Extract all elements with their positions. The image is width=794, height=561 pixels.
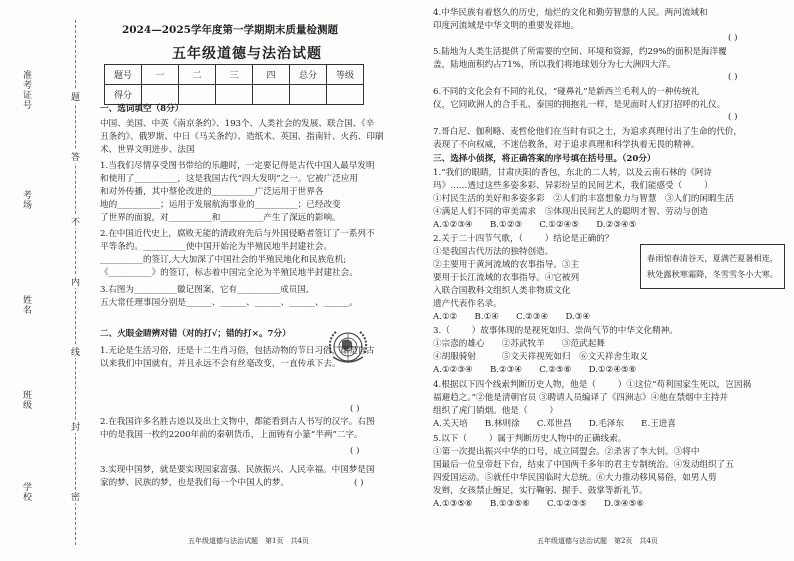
score-cell — [253, 85, 290, 105]
c2-line: ①是我国古代历法的独特创造。 — [433, 247, 554, 257]
binding-margin — [0, 0, 88, 561]
answer-parentheses[interactable]: ( ) — [350, 446, 360, 456]
q2-line: __________的签订,大大加深了中国社会的半殖民地化和民族危机; — [100, 255, 347, 265]
score-cell: 等级 — [327, 65, 364, 85]
page-1-footer: 五年级道德与法治试题 第1页 共4页 — [188, 537, 309, 545]
solar-terms-line: 春雨惊春清谷天，夏满芒夏暑相连， — [647, 253, 779, 263]
c4-options: A.关天培 B.林则徐 C.邓世昌 D.毛泽东 E.王进喜 — [433, 419, 676, 429]
binding-char: 密 — [71, 490, 80, 503]
c2-line: 入联合国教科文组织人类非物质文化 — [433, 286, 571, 296]
q2-line: 平等条约。__________使中国开始沦为半殖民地半封建社会。 — [100, 242, 333, 252]
word-bank-line: 丑条约》、俄罗斯、中日《马关条约》、造纸术、英国、指南针、火药、印刷 — [100, 132, 384, 142]
section-2-heading: 二、火眼金睛辨对错（对的打√；错的打×。7分） — [100, 329, 291, 339]
exam-title: 2024—2025学年度第一学期期末质量检测题 — [122, 24, 338, 36]
c2-line: 遗产代表作名录。 — [433, 299, 502, 309]
answer-parentheses[interactable]: ( ) — [728, 72, 738, 82]
section-1-heading: 一、选词填空（8分） — [100, 104, 184, 114]
c1-line: 玛》……透过这些多姿多彩、异彩纷呈的民间艺术，我们能感受（ ） — [433, 181, 713, 191]
score-cell: 题号 — [105, 65, 142, 85]
binding-char: 封 — [71, 420, 80, 433]
q1-line: 了世界的面貌，对__________和__________产生了深远的影响。 — [100, 213, 341, 223]
c2-line: 2.关于二十四节气歌，（ ）结论是正确的？ — [433, 234, 614, 244]
j5-line: 盖，陆地面积约占71%，所以我们将地球划分为七大洲四大洋。 — [433, 60, 676, 70]
c4-line: 4.根据以下四个线索判断历史人物，他是（ ）①这位“苟利国家生死以，岂因祸 — [433, 380, 752, 390]
solar-terms-song-box — [640, 244, 785, 289]
c1-line: ①村民生活的美好和多姿多彩 ②人们的丰富想象力与智慧 ③人们的闲暇生活 — [433, 194, 734, 204]
j1-line: 以来我们中国就有，并且永远不会有丝毫改变，一直传承下去。 — [100, 359, 341, 369]
binding-label-class: 班级 — [21, 390, 31, 410]
c4-line: 福避趋之。”②他是清朝官员 ③聘请人员编译了《四洲志》④他在禁烟中主持并 — [433, 393, 729, 403]
c5-line: 四爱国运动。⑤就任中华民国临时大总统。⑥大力推动移风易俗，如男人剪 — [433, 473, 717, 483]
score-cell: 总分 — [290, 65, 327, 85]
binding-label-name: 姓名 — [21, 295, 31, 315]
score-cell: 一 — [142, 65, 179, 85]
j6-line: 仪，它同欧洲人的合手礼、泰国的拥抱礼一样，是见面时人们打招呼的礼仪。 — [433, 100, 726, 110]
score-cell: 二 — [179, 65, 216, 85]
score-table-score-row — [105, 85, 364, 105]
score-cell — [327, 85, 364, 105]
binding-char: 不 — [71, 215, 80, 228]
j7-line: 表现了不向权威，不迷信教条，对于追求真理和科学执着无畏的精神。 — [433, 140, 700, 150]
c2-options: A.①② B.①④ C.②③④ D.③④ — [433, 312, 591, 322]
score-table-header-row — [105, 65, 364, 85]
c2-line: 要用于长江流域的农事指导。④它被列 — [433, 273, 580, 283]
page-2 — [433, 0, 785, 561]
word-bank-line: 中国、美国、中英《南京条约》、193个、人类社会的发展、联合国、《辛 — [100, 119, 375, 129]
c1-options: A.①②③④ B.①②③ C.①②④⑤ D.②③④⑤ — [433, 220, 637, 230]
q3-line: 3.右图为__________徽记图案，它有__________成员国, — [100, 285, 309, 295]
score-cell — [142, 85, 179, 105]
answer-parentheses[interactable]: ( ) — [728, 33, 738, 43]
section-3-heading: 三、选择小侦探，将正确答案的序号填在括号里。（20分） — [433, 154, 656, 164]
binding-char: 线 — [71, 345, 80, 358]
binding-label-room: 考场 — [21, 190, 31, 210]
c5-options: A.①③⑤⑥ B.①③⑤⑥ C.①②③⑤ D.③④⑤⑥ — [433, 499, 645, 509]
score-cell — [216, 85, 253, 105]
c5-line: 5.以下（ ）属于判断历史人物中的正确线索。 — [433, 434, 627, 444]
answer-parentheses[interactable]: ( ) — [350, 404, 360, 414]
page-1 — [92, 0, 422, 561]
q1-line: 1.当我们尽情享受图书带给的乐趣时，一定要记得是古代中国人最早发明 — [100, 161, 375, 171]
solar-terms-line: 秋处露秋寒霜降，冬雪雪冬小大寒。 — [647, 269, 779, 279]
c3-line: ①宗悫的雄心 ②苏武牧羊 ③范武起舞 — [433, 339, 605, 349]
c3-line: ④胡服骑射 ⑤文天祥视死如归 ⑥文天祥舍生取义 — [433, 352, 648, 362]
q1-line: 和使用了__________，这是我国古代“四大发明”之一。它被广泛应用 — [100, 174, 359, 184]
j2-line: 2.在我国许多名胜古迹以及出土文物中，都能看到古人书写的汉字。右图 — [100, 417, 375, 427]
c2-line: ②主要用于黄河流域的农事指导。③主 — [433, 260, 580, 270]
c5-line: 国最后一位皇帝赶下台，结束了中国两千多年的君主专制统治。④发动组织了五 — [433, 460, 734, 470]
page-2-footer: 五年级道德与法治试题 第2页 共4页 — [537, 537, 658, 545]
word-bank-line: 术、世界文明进步、法国 — [100, 145, 195, 155]
c1-line: ④满足人们不同的审美需求 ⑤体现出民间艺人的聪明才智、劳动与创造 — [433, 207, 709, 217]
score-cell: 四 — [253, 65, 290, 85]
subject-title: 五年级道德与法治试题 — [172, 46, 322, 62]
binding-char: 题 — [71, 90, 80, 103]
j4-line: 印度河流域是中华文明的重要发祥地。 — [433, 21, 580, 31]
c3-line: 3.（ ）故事体现的是视死如归、崇尚气节的中华文化精神。 — [433, 326, 678, 336]
j6-line: 6.不同的文化会有不同的礼仪，“碰鼻礼”是新西兰毛利人的一种传统礼 — [433, 87, 700, 97]
binding-char: 内 — [71, 275, 80, 288]
binding-label-exam-number: 准考证号 — [21, 70, 31, 110]
q1-line: 和对外传播，其中蔡伦改进的__________广泛运用于世界各 — [100, 187, 324, 197]
c5-line: 发辫，女孩禁止缠足，实行鞠躬、握手、鼓掌等新礼节。 — [433, 486, 648, 496]
c5-line: ①第一次提出振兴中华的口号，成立同盟会。②杀害了李大钊。③将中 — [433, 447, 700, 457]
q2-line: 《__________》的签订，标志着中国完全沦为半殖民地半封建社会。 — [100, 268, 358, 278]
score-cell: 得分 — [105, 85, 142, 105]
binding-char: 答 — [71, 150, 80, 163]
answer-parentheses[interactable]: ( ) — [728, 112, 738, 122]
score-table — [104, 64, 364, 105]
binding-label-school: 学校 — [21, 482, 31, 502]
score-cell — [179, 85, 216, 105]
c3-options: A.①②③④ B.②③④ C.②⑤⑥ D.①②④⑤⑥ — [433, 365, 637, 375]
j1-line: 1.无论是生活习俗，还是十二生肖习俗，包括动物的节日习俗，都是自古 — [100, 346, 375, 356]
c4-line: 组织了虎门销烟。他是（ ） — [433, 406, 558, 416]
j7-line: 7.哥白尼、伽利略、麦哲伦他们在当时有识之士，为追求真理付出了生命的代价， — [433, 127, 742, 137]
answer-parentheses[interactable]: ( ) — [354, 478, 364, 488]
q3-line: 五大常任理事国分别是______、______、______、______、______。 — [100, 298, 358, 308]
j5-line: 5.陆地为人类生活提供了所需要的空间、环境和资源，约29%的面积是海洋覆 — [433, 47, 727, 57]
q1-line: 地的__________；运用于发展航海事业的__________；已经改变 — [100, 200, 341, 210]
score-cell — [290, 85, 327, 105]
j2-line: 中的是我国一枚约2200年前的秦朝货币，上面铸有小篆“半两”二字。 — [100, 430, 363, 440]
c1-line: 1.“我们的眼睛，甘肃庆阳的香包，东北的二人转，以及云南石林的《阿诗 — [433, 168, 713, 178]
score-cell: 三 — [216, 65, 253, 85]
q2-line: 2.在中国近代史上，腐败无能的清政府先后与外国侵略者签订了一系列不 — [100, 229, 375, 239]
j3-line: 3.实现中国梦，就是要实现国家富强、民族振兴、人民幸福。中国梦是国 — [100, 465, 375, 475]
j4-line: 4.中华民族有着悠久的历史，灿烂的文化和勤劳智慧的人民。两河流域和 — [433, 8, 708, 18]
j3-line: 家的梦、民族的梦，也是我们每一个中国人的梦。 — [100, 478, 290, 488]
